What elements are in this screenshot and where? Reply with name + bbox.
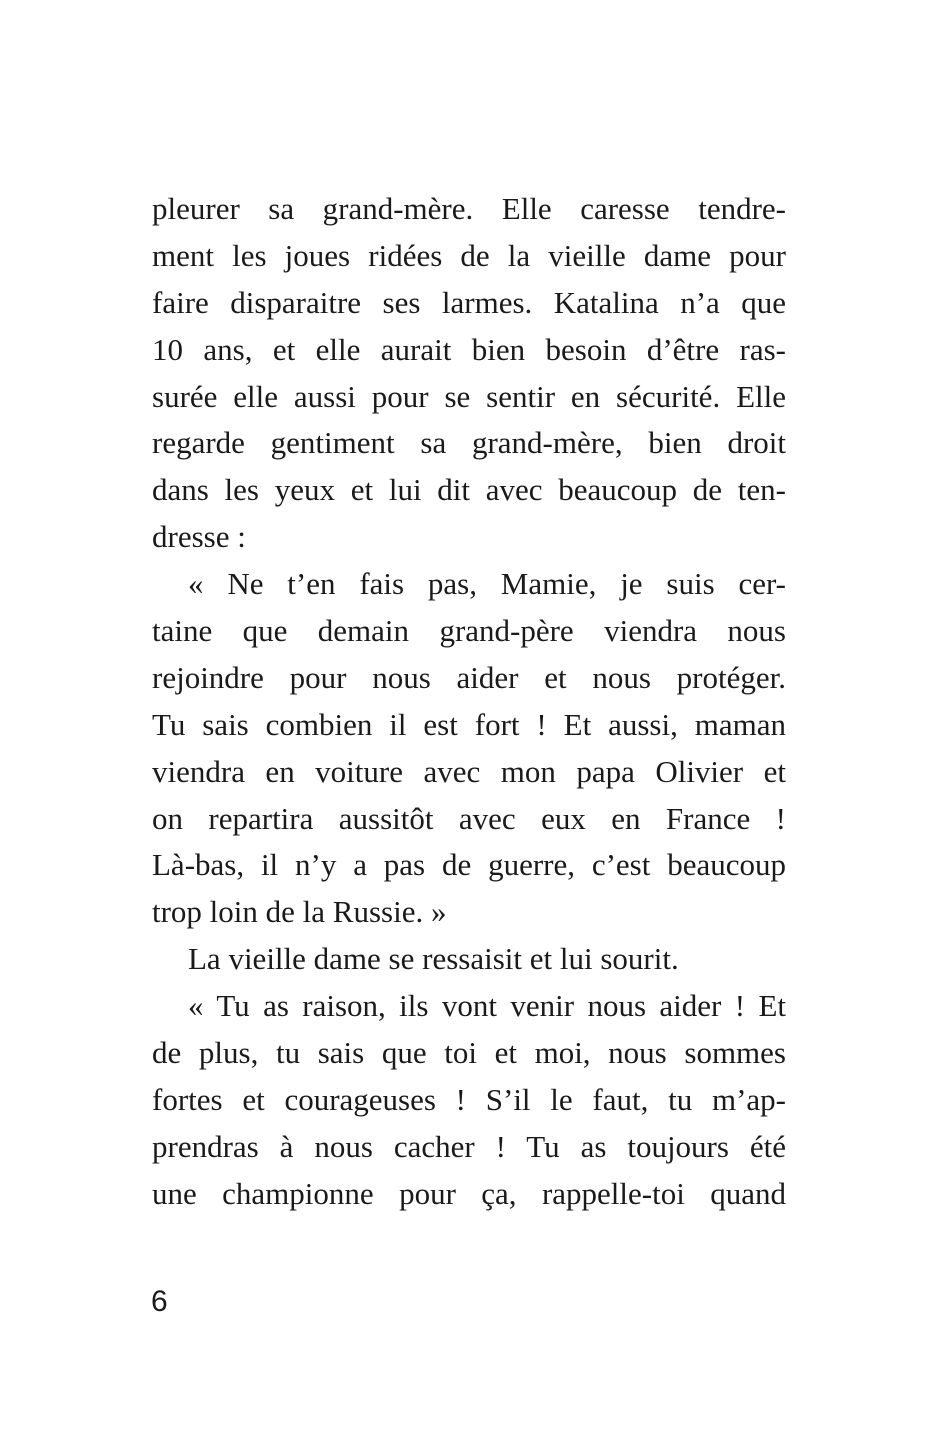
text-line: taine que demain grand-père viendra nous bbox=[152, 613, 786, 649]
text-line: ment les joues ridées de la vieille dame pour bbox=[152, 237, 786, 273]
text-line: de plus, tu sais que toi et moi, nous sommes bbox=[152, 1035, 786, 1071]
text-line: dresse : bbox=[152, 519, 246, 555]
text-line: 10 ans, et elle aurait bien besoin d’être ras- bbox=[152, 331, 786, 367]
text-line: rejoindre pour nous aider et nous protéger. bbox=[152, 659, 786, 695]
text-line: dans les yeux et lui dit avec beaucoup de ten- bbox=[152, 472, 786, 508]
text-line: prendras à nous cacher ! Tu as toujours été bbox=[152, 1128, 786, 1164]
text-line: on repartira aussitôt avec eux en France ! bbox=[152, 800, 786, 836]
body-text bbox=[152, 186, 786, 1218]
text-line: viendra en voiture avec mon papa Olivier et bbox=[152, 753, 786, 789]
text-line: La vieille dame se ressaisit et lui sourit. bbox=[188, 941, 679, 977]
text-line: faire disparaitre ses larmes. Katalina n’a que bbox=[152, 284, 786, 320]
text-line: trop loin de la Russie. » bbox=[152, 894, 447, 930]
text-line: « Ne t’en fais pas, Mamie, je suis cer- bbox=[188, 566, 786, 602]
page-number: 6 bbox=[151, 1285, 168, 1318]
text-line: surée elle aussi pour se sentir en sécurité. Elle bbox=[152, 378, 786, 414]
text-line: fortes et courageuses ! S’il le faut, tu m’ap- bbox=[152, 1081, 786, 1117]
text-line: « Tu as raison, ils vont venir nous aider ! Et bbox=[188, 988, 786, 1024]
text-line: Là-bas, il n’y a pas de guerre, c’est beaucoup bbox=[152, 847, 786, 883]
text-line: pleurer sa grand-mère. Elle caresse tendre- bbox=[152, 191, 786, 226]
text-line: regarde gentiment sa grand-mère, bien droit bbox=[152, 425, 786, 461]
text-line: une championne pour ça, rappelle-toi quand bbox=[152, 1175, 786, 1211]
text-line: Tu sais combien il est fort ! Et aussi, maman bbox=[152, 706, 786, 742]
